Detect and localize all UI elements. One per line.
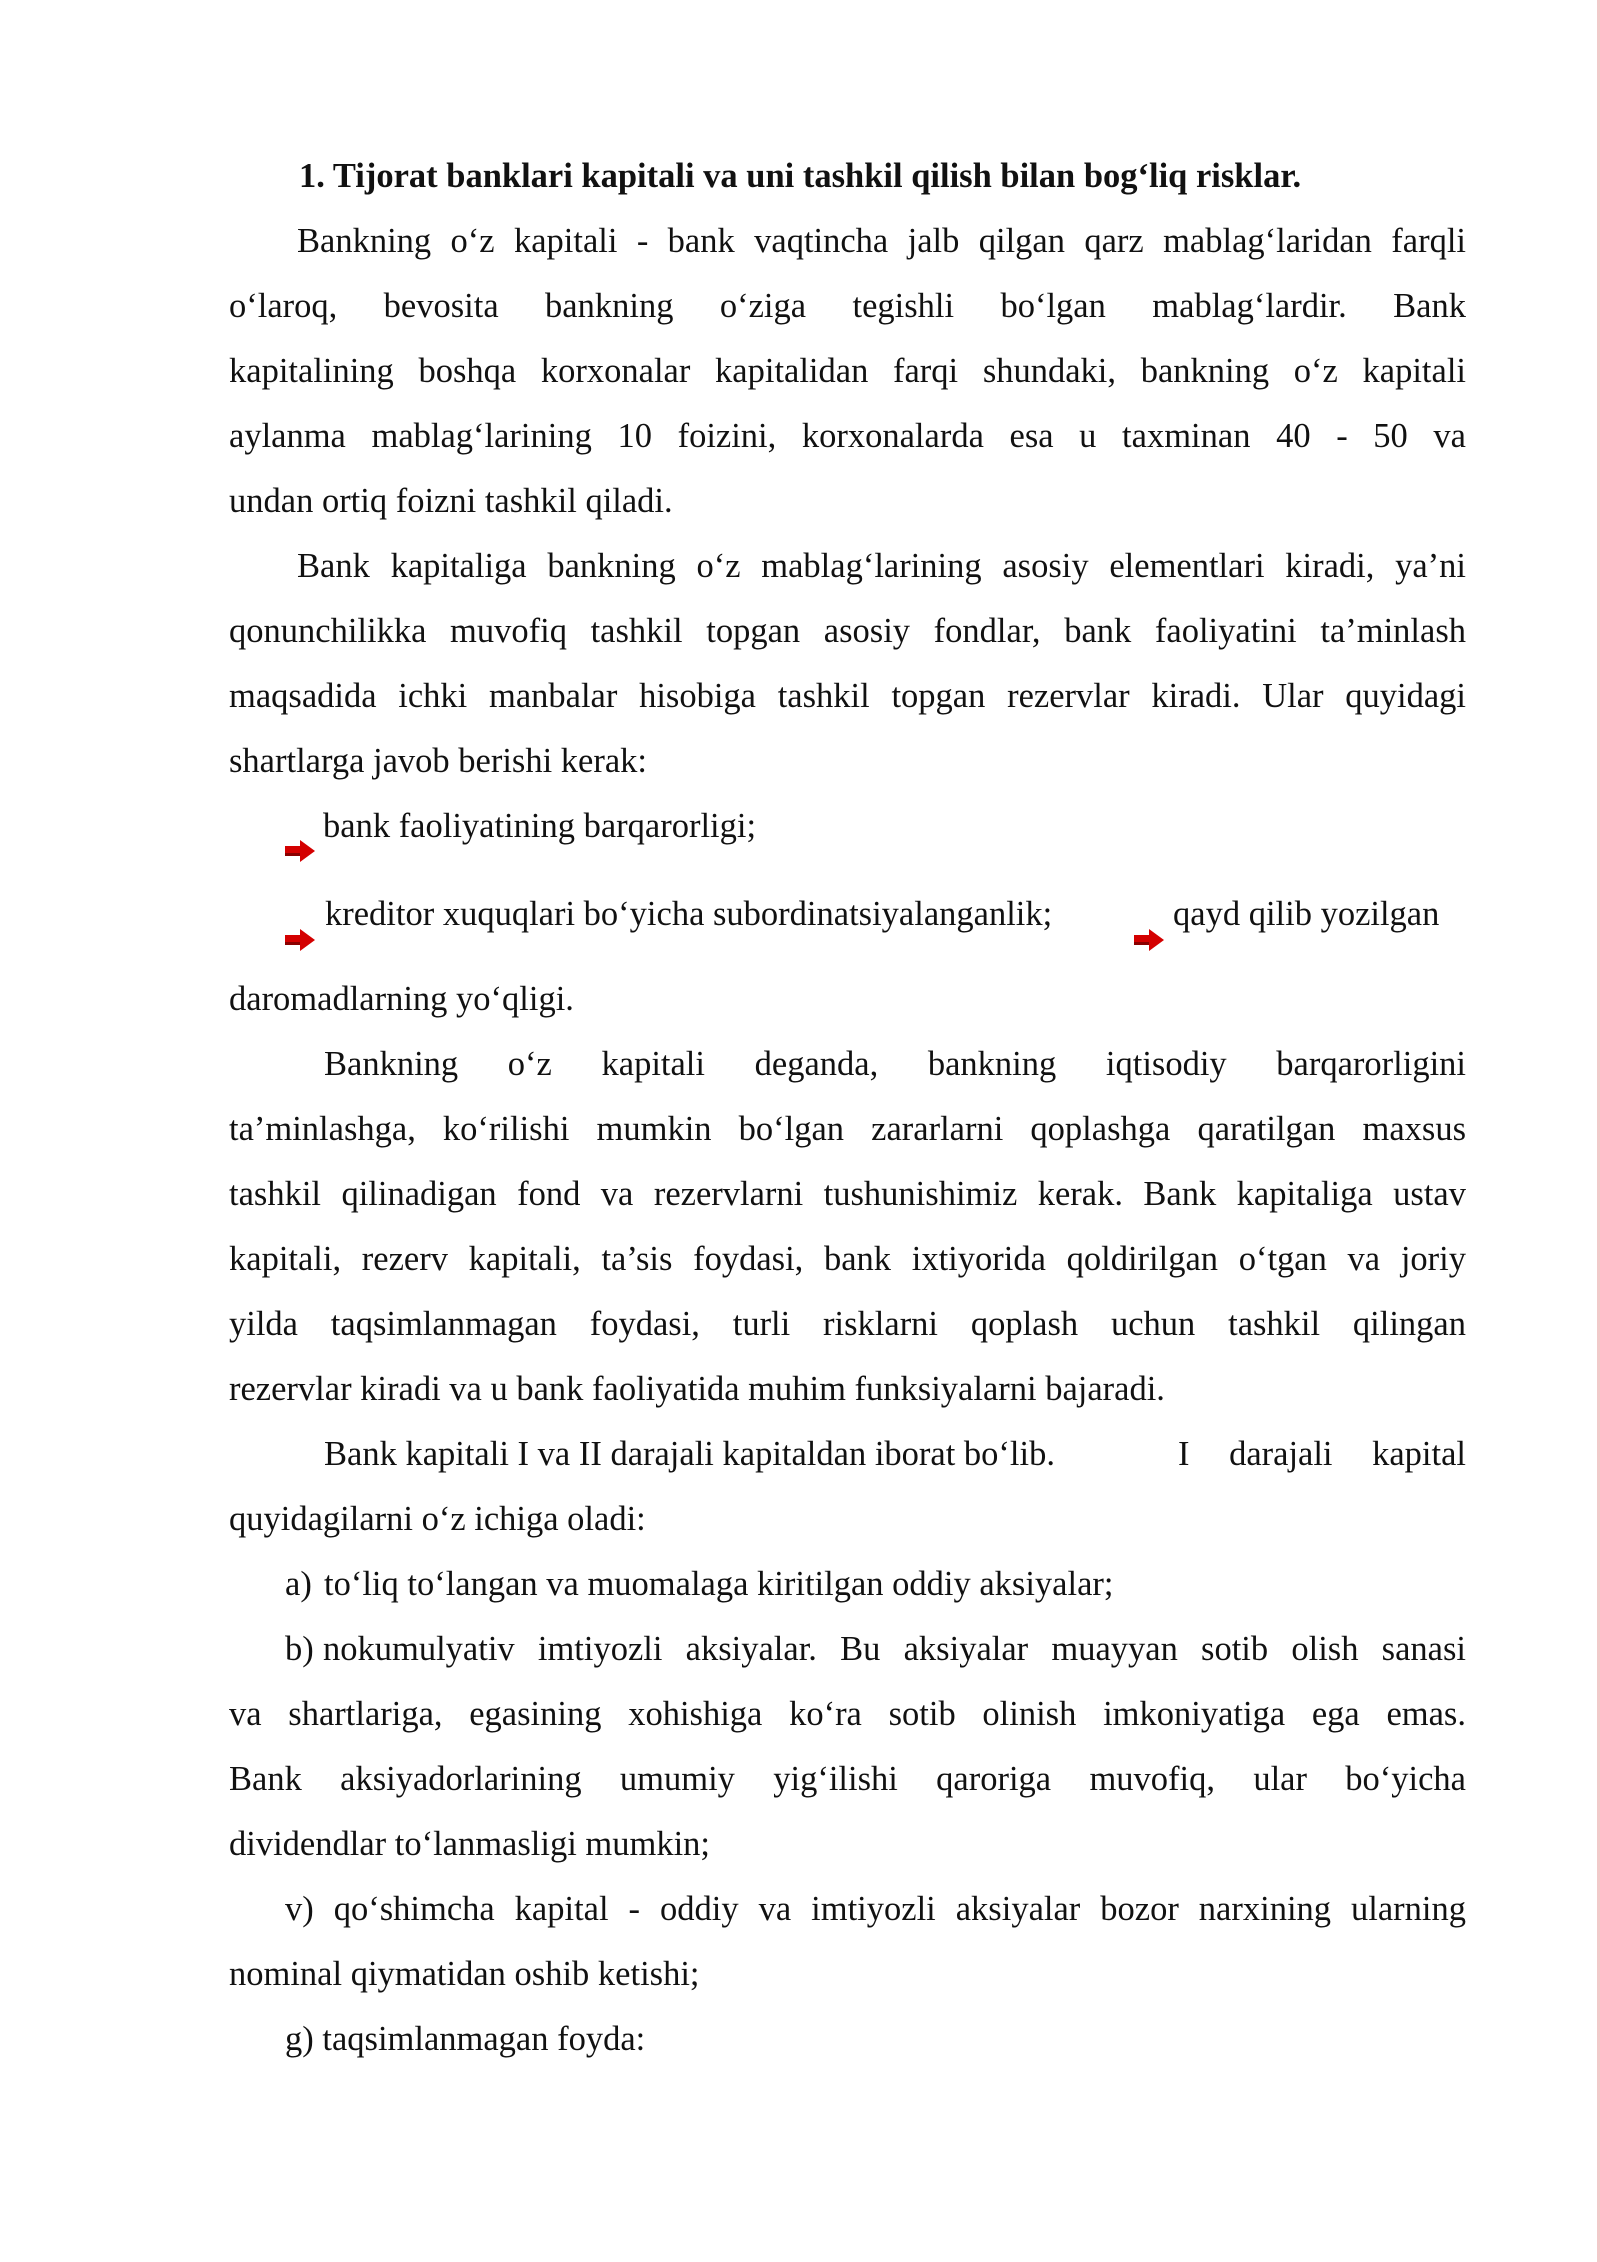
paragraph-1-line-5: undan ortiq foizni tashkil qiladi. [229, 482, 673, 520]
paragraph-2-line-3: maqsadida ichki manbalar hisobiga tashkil topgan rezervlar kiradi. Ular quyidagi [229, 677, 1466, 715]
item-b-line-2: va shartlariga, egasining xohishiga ko‘ra sotib olinish imkoniyatiga ega emas. [229, 1695, 1466, 1733]
item-b-marker: b) [285, 1630, 314, 1668]
item-v-line-2: nominal qiymatidan oshib ketishi; [229, 1955, 700, 1993]
item-a-marker: a) [285, 1565, 312, 1603]
paragraph-3-line-3: tashkil qilinadigan fond va rezervlarni tushunishimiz kerak. Bank kapitaliga ustav [229, 1175, 1466, 1213]
paragraph-3-line-4: kapitali, rezerv kapitali, ta’sis foydasi, bank ixtiyorida qoldirilgan o‘tgan va joriy [229, 1240, 1466, 1278]
paragraph-3-line-5: yilda taqsimlanmagan foydasi, turli risklarni qoplash uchun tashkil qilingan [229, 1305, 1466, 1343]
item-b-line-4: dividendlar to‘lanmasligi mumkin; [229, 1825, 711, 1863]
red-arrow-bullet-icon [1133, 928, 1165, 952]
item-a-text: to‘liq to‘langan va muomalaga kiritilgan oddiy aksiyalar; [324, 1565, 1114, 1603]
paragraph-2-line-1: Bank kapitaliga bankning o‘z mablag‘larining asosiy elementlari kiradi, ya’ni [297, 547, 1466, 585]
red-arrow-bullet-icon [284, 928, 316, 952]
item-v-line-1: v) qo‘shimcha kapital - oddiy va imtiyozli aksiyalar bozor narxining ularning [285, 1890, 1466, 1928]
paragraph-1-line-2: o‘laroq, bevosita bankning o‘ziga tegishli bo‘lgan mablag‘lardir. Bank [229, 287, 1466, 325]
section-title: 1. Tijorat banklari kapitali va uni tashkil qilish bilan bog‘liq risklar. [299, 157, 1302, 195]
paragraph-3-line-2: ta’minlashga, ko‘rilishi mumkin bo‘lgan zararlarni qoplashga qaratilgan maxsus [229, 1110, 1466, 1148]
paragraph-2-line-2: qonunchilikka muvofiq tashkil topgan asosiy fondlar, bank faoliyatini ta’minlash [229, 612, 1466, 650]
paragraph-4-line-1-left: Bank kapitali I va II darajali kapitaldan iborat bo‘lib. [324, 1435, 1055, 1473]
paragraph-4-line-2: quyidagilarni o‘z ichiga oladi: [229, 1500, 646, 1538]
bullet-item-3-continuation: daromadlarning yo‘qligi. [229, 980, 574, 1018]
bullet-item-3: qayd qilib yozilgan [1173, 895, 1440, 933]
item-b-line-1: nokumulyativ imtiyozli aksiyalar. Bu aksiyalar muayyan sotib olish sanasi [323, 1630, 1466, 1668]
item-b-line-3: Bank aksiyadorlarining umumiy yig‘ilishi qaroriga muvofiq, ular bo‘yicha [229, 1760, 1466, 1798]
paragraph-1-line-3: kapitalining boshqa korxonalar kapitalidan farqi shundaki, bankning o‘z kapitali [229, 352, 1466, 390]
paragraph-4-line-1-right: I darajali kapital [1178, 1435, 1466, 1473]
paragraph-3-line-1: Bankning o‘z kapitali deganda, bankning iqtisodiy barqarorligini [324, 1045, 1466, 1083]
paragraph-1-line-1: Bankning o‘z kapitali - bank vaqtincha jalb qilgan qarz mablag‘laridan farqli [297, 222, 1466, 260]
paragraph-3-line-6: rezervlar kiradi va u bank faoliyatida muhim funksiyalarni bajaradi. [229, 1370, 1165, 1408]
paragraph-1-line-4: aylanma mablag‘larining 10 foizini, korxonalarda esa u taxminan 40 - 50 va [229, 417, 1466, 455]
bullet-item-1: bank faoliyatining barqarorligi; [323, 807, 757, 845]
paragraph-2-line-4: shartlarga javob berishi kerak: [229, 742, 648, 780]
bullet-item-2: kreditor xuquqlari bo‘yicha subordinatsiyalanganlik; [325, 895, 1053, 933]
red-arrow-bullet-icon [284, 839, 316, 863]
item-g: g) taqsimlanmagan foyda: [285, 2020, 646, 2058]
